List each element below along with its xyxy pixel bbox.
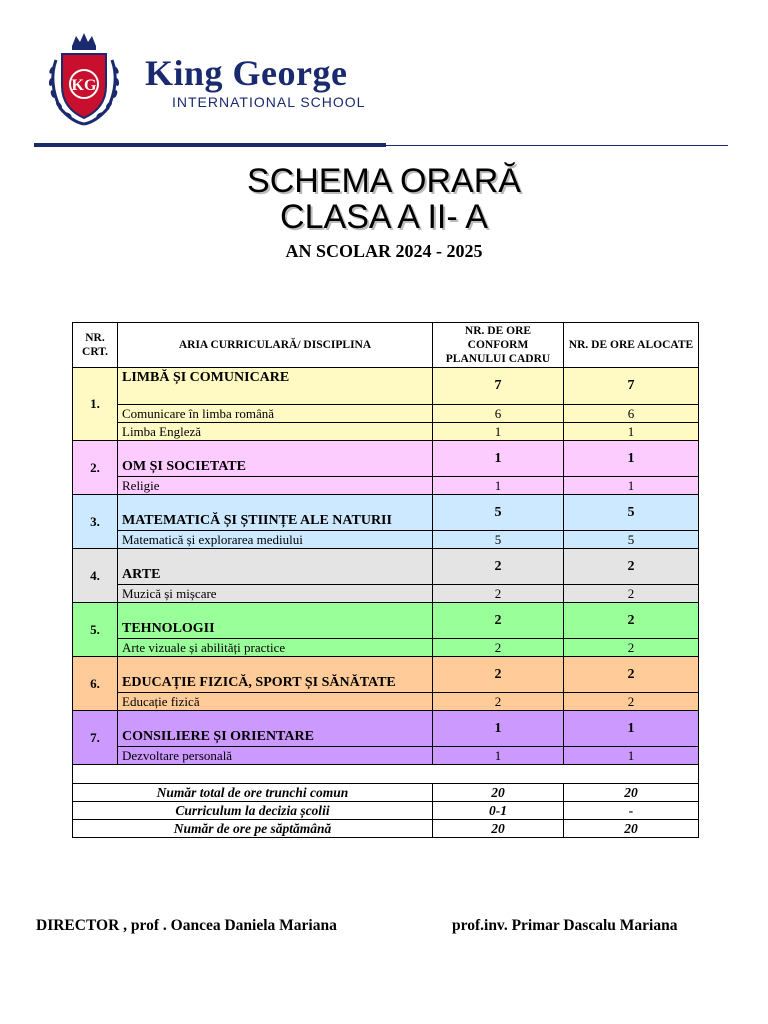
crest-monogram: KG <box>71 77 97 94</box>
area-number: 7. <box>73 711 118 765</box>
area-ore-alocate: 1 <box>564 711 699 747</box>
area-name: CONSILIERE ȘI ORIENTARE <box>118 711 433 747</box>
school-subtitle: INTERNATIONAL SCHOOL <box>172 94 366 110</box>
total-row <box>73 802 699 820</box>
subject-name: Muzică și mișcare <box>118 585 433 603</box>
director-signature: DIRECTOR , prof . Oancea Daniela Mariana <box>36 917 337 934</box>
area-row <box>73 549 699 585</box>
area-name: LIMBĂ ȘI COMUNICARE <box>118 368 433 405</box>
area-ore-cadru: 1 <box>433 441 564 477</box>
subject-ore-alocate: 1 <box>564 423 699 441</box>
area-ore-cadru: 2 <box>433 657 564 693</box>
title-line-1: SCHEMA ORARĂ <box>247 162 521 200</box>
subject-row <box>73 693 699 711</box>
subject-row <box>73 747 699 765</box>
area-ore-cadru: 1 <box>433 711 564 747</box>
total-row <box>73 784 699 802</box>
area-row <box>73 441 699 477</box>
subject-ore-cadru: 2 <box>433 585 564 603</box>
teacher-signature: prof.inv. Primar Dascalu Mariana <box>452 917 678 934</box>
total-label: Număr total de ore trunchi comun <box>73 784 433 802</box>
subject-ore-alocate: 2 <box>564 585 699 603</box>
subject-row <box>73 531 699 549</box>
subject-ore-cadru: 6 <box>433 405 564 423</box>
area-ore-alocate: 1 <box>564 441 699 477</box>
area-row <box>73 603 699 639</box>
subject-name: Religie <box>118 477 433 495</box>
total-ore-cadru: 0-1 <box>433 802 564 820</box>
subject-name: Arte vizuale și abilități practice <box>118 639 433 657</box>
area-row <box>73 657 699 693</box>
area-number: 4. <box>73 549 118 603</box>
area-name: ARTE <box>118 549 433 585</box>
header-ore-cadru: NR. DE ORE CONFORM PLANULUI CADRU <box>433 323 564 368</box>
subject-ore-cadru: 1 <box>433 477 564 495</box>
subject-ore-cadru: 5 <box>433 531 564 549</box>
area-ore-cadru: 2 <box>433 549 564 585</box>
spacer-cell <box>73 765 699 784</box>
area-number: 5. <box>73 603 118 657</box>
schedule-body <box>73 368 699 838</box>
subject-name: Limba Engleză <box>118 423 433 441</box>
area-name: TEHNOLOGII <box>118 603 433 639</box>
school-name: King George <box>145 53 348 93</box>
area-number: 6. <box>73 657 118 711</box>
title-line-2: CLASA A II- A <box>280 198 488 236</box>
subject-name: Educație fizică <box>118 693 433 711</box>
total-row <box>73 820 699 838</box>
total-ore-cadru: 20 <box>433 784 564 802</box>
area-number: 3. <box>73 495 118 549</box>
area-number: 2. <box>73 441 118 495</box>
area-name: MATEMATICĂ ȘI ȘTIINȚE ALE NATURII <box>118 495 433 531</box>
area-ore-cadru: 7 <box>433 368 564 405</box>
area-ore-alocate: 2 <box>564 549 699 585</box>
area-ore-alocate: 2 <box>564 603 699 639</box>
area-ore-cadru: 2 <box>433 603 564 639</box>
subject-ore-cadru: 1 <box>433 747 564 765</box>
total-ore-cadru: 20 <box>433 820 564 838</box>
area-ore-alocate: 5 <box>564 495 699 531</box>
total-ore-alocate: 20 <box>564 784 699 802</box>
subject-row <box>73 639 699 657</box>
subject-row <box>73 477 699 495</box>
total-label: Număr de ore pe săptămână <box>73 820 433 838</box>
subject-row <box>73 405 699 423</box>
subject-ore-alocate: 6 <box>564 405 699 423</box>
header-nr: NR. CRT. <box>73 323 118 368</box>
area-ore-alocate: 2 <box>564 657 699 693</box>
subject-ore-alocate: 2 <box>564 639 699 657</box>
subject-ore-cadru: 2 <box>433 639 564 657</box>
area-ore-cadru: 5 <box>433 495 564 531</box>
subject-ore-cadru: 2 <box>433 693 564 711</box>
table-header-row <box>73 323 699 368</box>
subject-name: Dezvoltare personală <box>118 747 433 765</box>
total-label: Curriculum la decizia școlii <box>73 802 433 820</box>
area-ore-alocate: 7 <box>564 368 699 405</box>
subject-ore-alocate: 1 <box>564 747 699 765</box>
subject-name: Comunicare în limba română <box>118 405 433 423</box>
area-name: OM ȘI SOCIETATE <box>118 441 433 477</box>
header-rule-thin <box>386 145 728 146</box>
area-row <box>73 368 699 405</box>
spacer-row <box>73 765 699 784</box>
subject-ore-alocate: 5 <box>564 531 699 549</box>
header-ore-alocate: NR. DE ORE ALOCATE <box>564 323 699 368</box>
area-name: EDUCAȚIE FIZICĂ, SPORT ȘI SĂNĂTATE <box>118 657 433 693</box>
total-ore-alocate: - <box>564 802 699 820</box>
header-rule-thick <box>34 143 386 147</box>
subject-ore-cadru: 1 <box>433 423 564 441</box>
subject-row <box>73 423 699 441</box>
school-year: AN SCOLAR 2024 - 2025 <box>285 241 483 261</box>
subject-ore-alocate: 2 <box>564 693 699 711</box>
header-area: ARIA CURRICULARĂ/ DISCIPLINA <box>118 323 433 368</box>
area-row <box>73 495 699 531</box>
subject-row <box>73 585 699 603</box>
subject-ore-alocate: 1 <box>564 477 699 495</box>
school-crest-logo <box>42 30 126 130</box>
total-ore-alocate: 20 <box>564 820 699 838</box>
area-row <box>73 711 699 747</box>
schedule-table <box>72 322 699 838</box>
area-number: 1. <box>73 368 118 441</box>
subject-name: Matematică și explorarea mediului <box>118 531 433 549</box>
